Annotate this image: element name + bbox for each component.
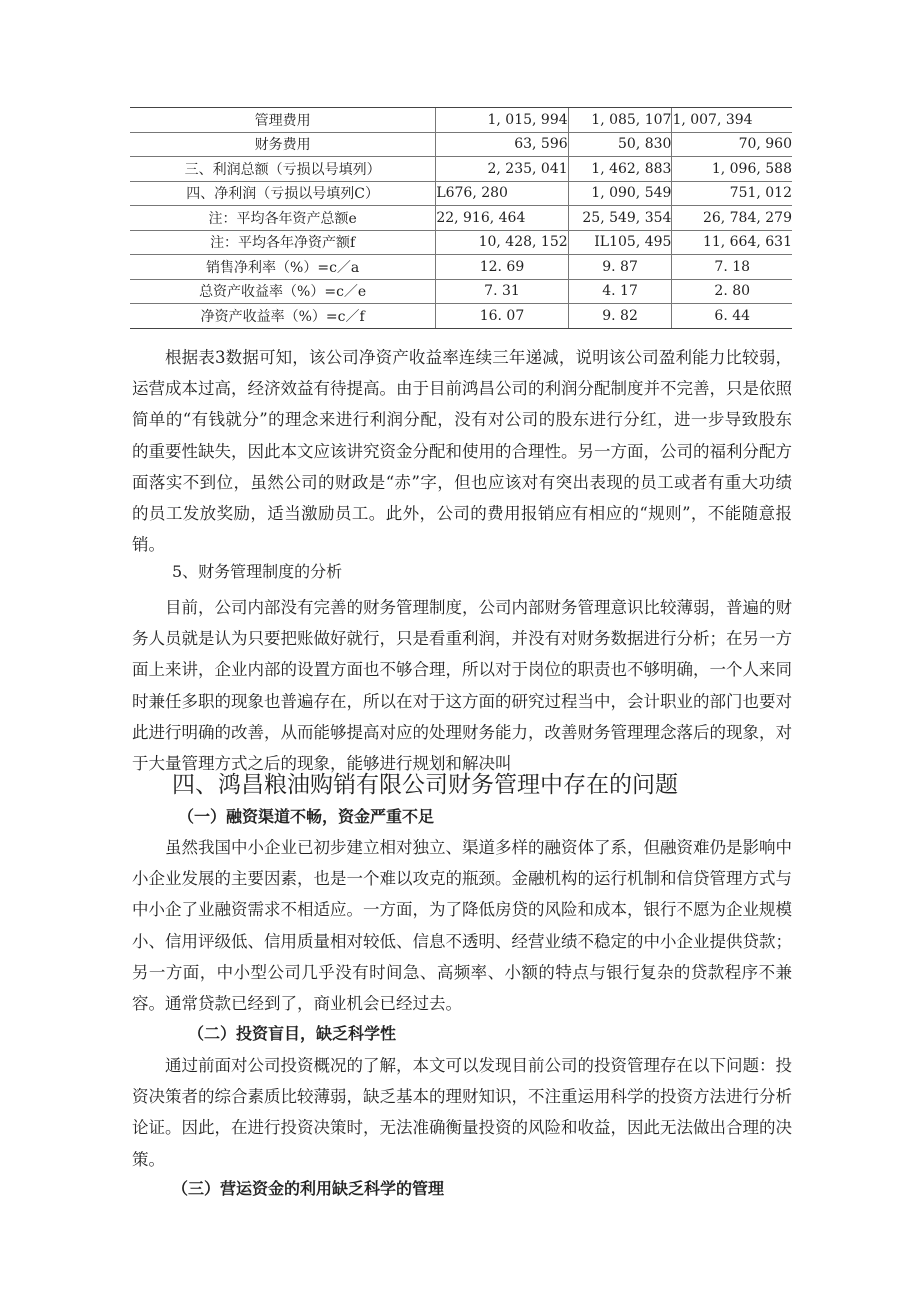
cell-year2: 9. 82 — [568, 304, 672, 329]
cell-year2: 1, 090, 549 — [568, 181, 672, 206]
table-row — [130, 255, 792, 280]
cell-year3: 70, 960 — [672, 132, 792, 157]
cell-year3: 26, 784, 279 — [672, 206, 792, 231]
subsection-heading-1: （一）融资渠道不畅，资金严重不足 — [178, 807, 435, 826]
cell-year1: 1, 015, 994 — [436, 108, 568, 133]
table-row — [130, 157, 792, 182]
cell-year2: 25, 549, 354 — [568, 206, 672, 231]
section-heading-5: 5、财务管理制度的分析 — [172, 562, 343, 581]
cell-year3: 1, 096, 588 — [672, 157, 792, 182]
cell-year2: 50, 830 — [568, 132, 672, 157]
table-row — [130, 206, 792, 231]
cell-year1: 63, 596 — [436, 132, 568, 157]
row-label: 管理费用 — [130, 108, 436, 133]
chapter-heading-4: 四、鸿昌粮油购销有限公司财务管理中存在的问题 — [172, 772, 678, 798]
table-row — [130, 230, 792, 255]
cell-year3: 6. 44 — [672, 304, 792, 329]
cell-year2: 1, 085, 107 — [568, 108, 672, 133]
row-label: 净资产收益率（%）=c／f — [130, 304, 436, 329]
subsection-heading-3: （三）营运资金的利用缺乏科学的管理 — [172, 1179, 445, 1198]
cell-year2: 9. 87 — [568, 255, 672, 280]
financial-table — [130, 107, 792, 329]
row-label: 四、净利润（亏损以号填列C） — [130, 181, 436, 206]
cell-year1: 7. 31 — [436, 279, 568, 304]
cell-year2: 4. 17 — [568, 279, 672, 304]
cell-year3: 2. 80 — [672, 279, 792, 304]
cell-year3: 11, 664, 631 — [672, 230, 792, 255]
table-row — [130, 108, 792, 133]
cell-year1: 10, 428, 152 — [436, 230, 568, 255]
table-row — [130, 132, 792, 157]
cell-year3: 1, 007, 394 — [672, 108, 792, 133]
row-label: 注：平均各年净资产额f — [130, 230, 436, 255]
table-row — [130, 304, 792, 329]
row-label: 三、利润总额（亏损以号填列） — [130, 157, 436, 182]
table-row — [130, 279, 792, 304]
paragraph-investment: 通过前面对公司投资概况的了解，本文可以发现目前公司的投资管理存在以下问题：投资决策者的综合素质比较薄弱，缺乏基本的理财知识，不注重运用科学的投资方法进行分析论证。因此，在进行投资决策时，无法准确衡量投资的风险和收益，因此无法做出合理的决策。 — [132, 1056, 792, 1169]
cell-year1: L676, 280 — [436, 181, 568, 206]
subsection-heading-2: （二）投资盲目，缺乏科学性 — [188, 1024, 397, 1043]
cell-year1: 22, 916, 464 — [436, 206, 568, 231]
row-label: 财务费用 — [130, 132, 436, 157]
cell-year3: 751, 012 — [672, 181, 792, 206]
row-label: 注：平均各年资产总额e — [130, 206, 436, 231]
cell-year1: 12. 69 — [436, 255, 568, 280]
table-row — [130, 181, 792, 206]
paragraph-management-system: 目前，公司内部没有完善的财务管理制度，公司内部财务管理意识比较薄弱，普遍的财务人员就是认为只要把账做好就行，只是看重利润，并没有对财务数据进行分析；在另一方面上来讲，企业内部的设置方面也不够合理，所以对于岗位的职责也不够明确，一个人来同时兼任多职的现象也普遍存在，所以在对于这方面的研究过程当中，会计职业的部门也要对此进行明确的改善，从而能够提高对应的处理财务能力，改善财务管理理念落后的现象，对于大量管理方式之后的现象，能够进行规划和解决叫 — [132, 598, 792, 774]
cell-year1: 16. 07 — [436, 304, 568, 329]
cell-year2: IL105, 495 — [568, 230, 672, 255]
paragraph-profit-analysis: 根据表3数据可知，该公司净资产收益率连续三年递减，说明该公司盈利能力比较弱，运营成本过高，经济效益有待提高。由于目前鸿昌公司的利润分配制度并不完善，只是依照简单的“有钱就分”的理念来进行利润分配，没有对公司的股东进行分红，进一步导致股东的重要性缺失，因此本文应该讲究资金分配和使用的合理性。另一方面，公司的福利分配方面落实不到位，虽然公司的财政是“赤”字，但也应该对有突出表现的员工或者有重大功绩的员工发放奖励，适当激励员工。此外，公司的费用报销应有相应的“规则”，不能随意报销。 — [132, 348, 792, 555]
row-label: 总资产收益率（%）=c／e — [130, 279, 436, 304]
cell-year1: 2, 235, 041 — [436, 157, 568, 182]
paragraph-financing: 虽然我国中小企业已初步建立相对独立、渠道多样的融资体了系，但融资难仍是影响中小企业发展的主要因素，也是一个难以攻克的瓶颈。金融机构的运行机制和信贷管理方式与中小企了业融资需求不相适应。一方面，为了降低房贷的风险和成本，银行不愿为企业规模小、信用评级低、信用质量相对较低、信息不透明、经营业绩不稳定的中小企业提供贷款；另一方面，中小型公司几乎没有时间急、高频率、小额的特点与银行复杂的贷款程序不兼容。通常贷款已经到了，商业机会已经过去。 — [132, 838, 792, 1014]
cell-year2: 1, 462, 883 — [568, 157, 672, 182]
row-label: 销售净利率（%）=c／a — [130, 255, 436, 280]
cell-year3: 7. 18 — [672, 255, 792, 280]
